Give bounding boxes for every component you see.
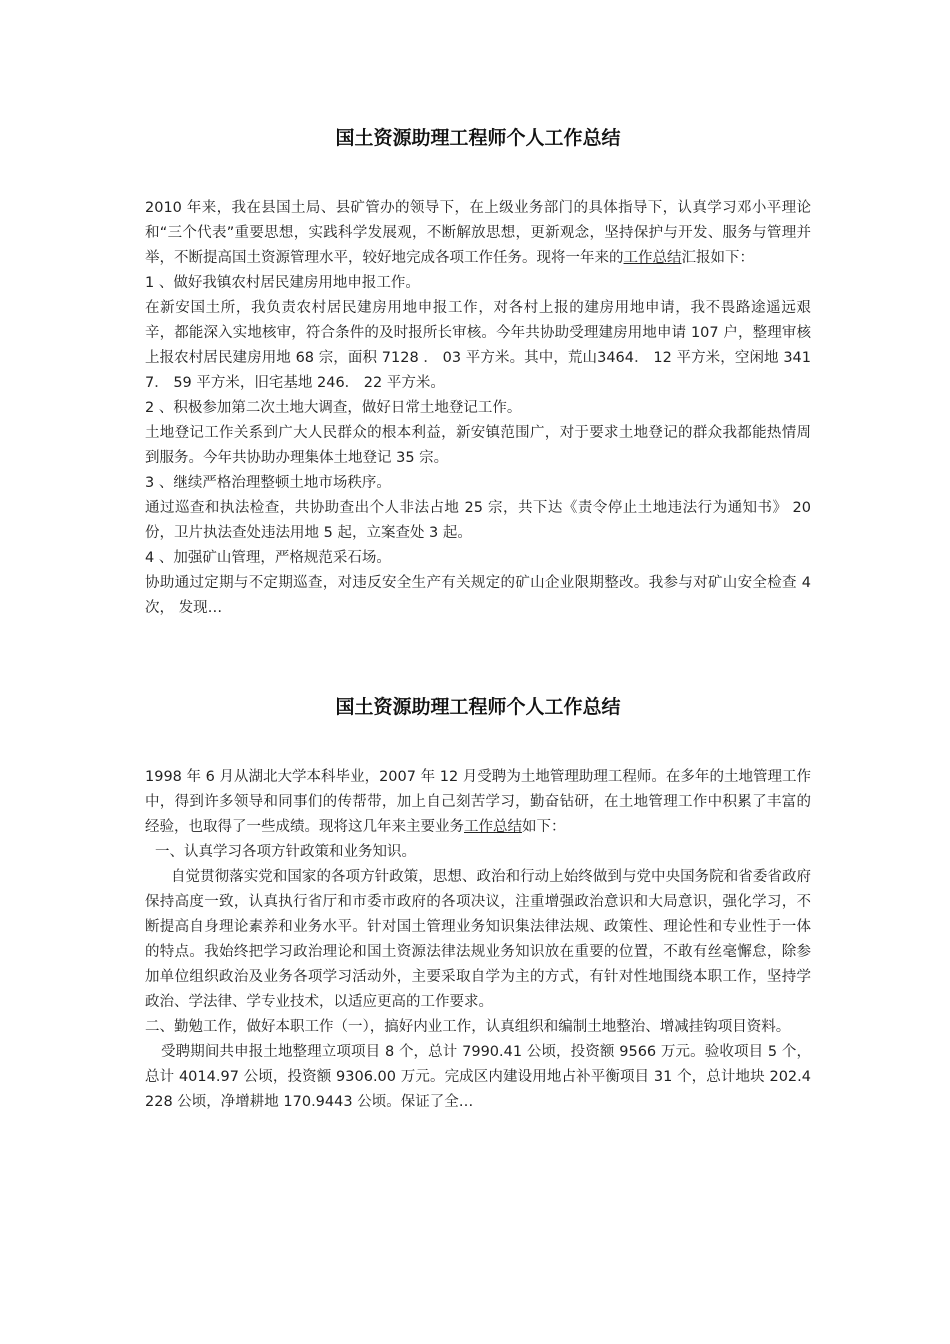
- article-1-title: 国土资源助理工程师个人工作总结: [335, 127, 621, 149]
- article-2-title: 国土资源助理工程师个人工作总结: [335, 696, 621, 718]
- article-2-intro: [145, 765, 811, 840]
- article-1-heading-3: 3 、继续严格治理整顿土地市场秩序。: [145, 475, 391, 491]
- article-1-intro: [145, 196, 811, 271]
- article-1-paragraph-3: 土地登记工作关系到广大人民群众的根本利益，新安镇范围广，对于要求土地登记的群众我都能热情周到服务。今年共协助办理集体土地登记 35 宗。: [145, 425, 811, 466]
- article-1-paragraph-5: 协助通过定期与不定期巡查，对违反安全生产有关规定的矿山企业限期整改。我参与对矿山安全检查 4 次， 发现…: [145, 575, 811, 616]
- article-2-paragraph-3: 受聘期间共申报土地整理立项项目 8 个，总计 7990.41 公顷，投资额 9566 万元。验收项目 5 个，总计 4014.97 公顷，投资额 9306.00 万元。完成区内建设用地占补平衡项目 31 个，总计地块 202.4228 公顷，净增耕地 170.9443 公顷。保证了全…: [145, 1044, 811, 1110]
- article-1: [145, 123, 811, 621]
- article-1-intro-text: 2010 年来，我在县国土局、县矿管办的领导下，在上级业务部门的具体指导下，认真学习邓小平理论和“三个代表”重要思想，实践科学发展观，不断解放思想，更新观念，坚持保护与开发、服务与管理并举，不断提高国土资源管理水平，较好地完成各项工作任务。现将一年来的: [145, 200, 811, 266]
- work-summary-link-2[interactable]: 工作总结: [464, 819, 522, 835]
- article-2-heading-1: 一、认真学习各项方针政策和业务知识。: [155, 844, 416, 860]
- work-summary-link[interactable]: 工作总结: [623, 250, 682, 266]
- article-1-paragraph-4: 通过巡查和执法检查，共协助查出个人非法占地 25 宗，共下达《责令停止土地违法行为通知书》 20 份，卫片执法查处违法用地 5 起，立案查处 3 起。: [145, 500, 811, 541]
- article-1-intro-end: 汇报如下：: [681, 250, 754, 266]
- article-1-heading-2: 2 、积极参加第二次土地大调查，做好日常土地登记工作。: [145, 400, 522, 416]
- article-1-heading-1: 1 、做好我镇农村居民建房用地申报工作。: [145, 275, 420, 291]
- article-2-intro-text: 1998 年 6 月从湖北大学本科毕业，2007 年 12 月受聘为土地管理助理工程师。在多年的土地管理工作中，得到许多领导和同事们的传帮带，加上自己刻苦学习，勤奋钻研，在土地管理工作中积累了丰富的经验，也取得了一些成绩。现将这几年来主要业务: [145, 769, 811, 835]
- article-2-intro-end: 如下：: [522, 819, 566, 835]
- article-1-heading-4: 4 、加强矿山管理，严格规范采石场。: [145, 550, 391, 566]
- article-1-paragraph-2: 在新安国土所，我负责农村居民建房用地申报工作，对各村上报的建房用地申请，我不畏路途遥远艰辛，都能深入实地核审，符合条件的及时报所长审核。今年共协助受理建房用地申请 107 户，整理审核上报农村居民建房用地 68 宗，面积 7128 ． 03 平方米。其中，荒山3464． 12 平方米，空闲地 3417． 59 平方米，旧宅基地 246． 22 平方米。: [145, 300, 811, 391]
- article-1-body: [145, 196, 811, 621]
- article-2-heading-2: 二、勤勉工作，做好本职工作（一），搞好内业工作，认真组织和编制土地整治、增减挂钩项目资料。: [145, 1019, 791, 1035]
- article-2-body: [145, 765, 811, 1115]
- article-2: [145, 692, 811, 1115]
- article-2-paragraph-2: 自觉贯彻落实党和国家的各项方针政策，思想、政治和行动上始终做到与党中央国务院和省委省政府保持高度一致，认真执行省厅和市委市政府的各项决议，注重增强政治意识和大局意识，强化学习，不断提高自身理论素养和业务水平。针对国土管理业务知识集法律法规、政策性、理论性和专业性于一体的特点。我始终把学习政治理论和国土资源法律法规业务知识放在重要的位置，不敢有丝毫懈怠，除参加单位组织政治及业务各项学习活动外，主要采取自学为主的方式，有针对性地围绕本职工作，坚持学政治、学法律、学专业技术，以适应更高的工作要求。: [145, 869, 811, 1010]
